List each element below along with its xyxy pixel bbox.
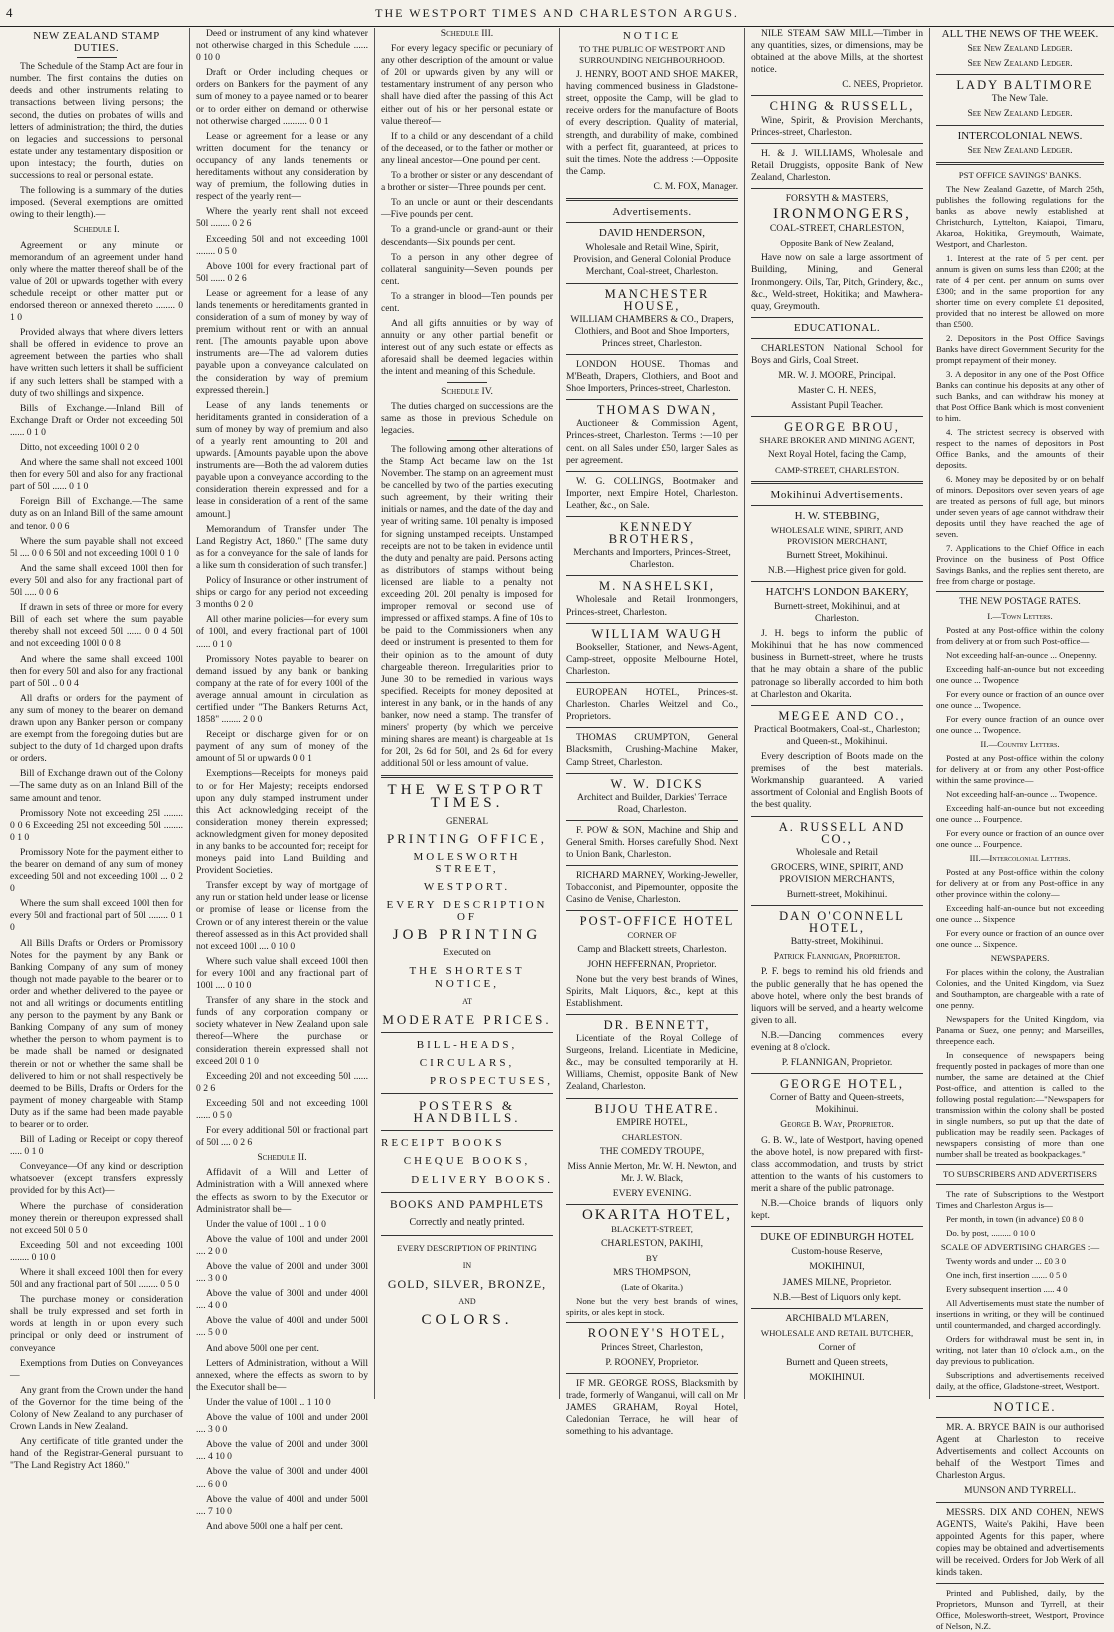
paragraph: Draft or Order including cheques or orders on Bankers for the payment of any sum of money to a payee named or to bearer or to order either on demand or otherwise not otherwise charged .......... 0 0 1 xyxy=(196,67,368,127)
ad-text: Opposite Bank of New Zealand, xyxy=(780,238,894,249)
rate-row: Not exceeding half-an-ounce ... Twopence. xyxy=(946,788,1098,799)
job-ad-line: BILL-HEADS, xyxy=(416,1038,518,1051)
ad-title: BIJOU THEATRE. xyxy=(594,1101,720,1116)
paragraph: All Advertisements must state the number of insertions in writing, or they will be continued until countermanded, and charged accordingly. xyxy=(936,1297,1104,1330)
paragraph: And where the same shall exceed 100l then for every 50l and also for any fractional part of 50l .. 0 0 4 xyxy=(10,653,183,689)
ad-text: Camp and Blackett streets, Charleston. xyxy=(577,943,727,955)
job-ad-line: THE SHORTEST NOTICE, xyxy=(409,965,525,990)
job-printing-ad xyxy=(381,782,553,1329)
ad-text: MR. W. J. MOORE, Principal. xyxy=(778,370,896,382)
paragraph: And above 500l one per cent. xyxy=(206,1342,319,1354)
paragraph: The rate of Subscriptions to the Westport Times and Charleston Argus is— xyxy=(936,1188,1104,1210)
job-ad-line: RECEIPT BOOKS xyxy=(381,1137,505,1150)
ad-signature: C. NEES, Proprietor. xyxy=(842,79,923,91)
ad-text: N.B.—Best of Liquors only kept. xyxy=(772,1291,902,1303)
ad-text: CHARLESTON. xyxy=(621,1131,683,1142)
ad-title: LADY BALTIMORE xyxy=(956,78,1094,93)
notice-title: NOTICE xyxy=(622,30,682,42)
table-row: Under the value of 100l .. 1 0 0 xyxy=(206,1218,326,1230)
page-header xyxy=(0,0,1114,27)
job-ad-line: Executed on xyxy=(443,947,491,959)
paragraph: The following among other alterations of the Stamp Act became law on the 1st November. The stamp on an agreement must be cancelled by two of the parties executing such agreement, by their writing their initials or names, and the date of the day and year of writing same. 10l penalty is imposed for signing unstamped receipts. Unstamped receipts are not to be taken in evidence until the duty and penalty are paid. Persons acting as distributors of stamps without being licensed are liable to a penalty not exceeding 20l. 20l penalty is imposed for improper removal or second use of impressed or affixed stamps. A fine of 10s to be paid to the Commissioners when any deed or instrument is presented to them for their opinion as to the amount of duty chargeable thereon. Irregularities prior to June 30 to be remedied in various ways specified. Receipts for money deposited at interest in any bank, or in the hands of any banker, now need a stamp. The transfer of miners' property (by which we perceive mining shares are meant) is chargeable at 1s for 20l, 2s 6d for 50l, and 2s 6d for every additional 50l or less amount of value. xyxy=(381,443,553,770)
paragraph: For places within the colony, the Australian Colonies, and the United Kingdom, via Suez and Southampton, are chargeable with a rate of one penny. xyxy=(936,966,1104,1010)
job-ad-line: CHEQUE BOOKS, xyxy=(403,1155,531,1168)
paragraph: Provided always that where divers letters shall be offered in evidence to prove an agreement between the parties who shall have written such letters it shall be sufficient if any such letters shall be stamped with a duty of two shillings and sixpence. xyxy=(10,327,183,399)
paragraph: Bills of Exchange.—Inland Bill of Exchange Draft or Order not exceeding 50l ...... 0 1 0 xyxy=(10,402,183,438)
ad-text: N.B.—Dancing commences every evening at 8 o'clock. xyxy=(751,1029,923,1053)
job-ad-title: THE WESTPORT TIMES. xyxy=(387,782,547,811)
stamp-duties-title: NEW ZEALAND STAMP DUTIES. xyxy=(33,30,160,55)
column-stamp-duties xyxy=(4,28,190,1472)
paragraph: Where the sum payable shall not exceed 5l .... 0 0 6 50l and not exceeding 100l 0 1 0 xyxy=(10,535,183,559)
paragraph: To a brother or sister or any descendant of a brother or sister—Three pounds per cent. xyxy=(381,170,553,194)
ad-text: George B. Way, Proprietor. xyxy=(780,1119,894,1131)
table-row: Above the value of 300l and under 400l .... 4 0 0 xyxy=(196,1288,368,1312)
paragraph: The New Zealand Gazette, of March 25th, publishes the following regulations for the banks as above newly established at Christchurch, Lyttelton, Kaiapoi, Timaru, Akaroa, Hokitika, Greymouth, Waimate, Westport, and Charleston. xyxy=(936,183,1104,249)
ad-text: Batty-street, Mokihinui. xyxy=(790,936,884,948)
paragraph: Policy of Insurance or other instrument of ships or cargo for any period not exceeding 3 months 0 2 0 xyxy=(196,575,368,611)
ad-text: (Late of Okarita.) xyxy=(621,1282,683,1293)
ad-text: W. G. COLLINGS, Bootmaker and Importer, next Empire Hotel, Charleston. Leather, &c., on Sale. xyxy=(566,475,738,511)
ad-title: DUKE OF EDINBURGH HOTEL xyxy=(760,1231,914,1244)
ad-text: SHARE BROKER AND MINING AGENT, xyxy=(759,435,915,446)
ad-text: P. F. begs to remind his old friends and the public generally that he has opened the above hotel, where only the best brands of liquors will be served, and a hearty welcome given to all. xyxy=(751,966,923,1026)
ad-text: J. HENRY, BOOT AND SHOE MAKER, having commenced business in Gladstone-street, opposite the Camp, will be glad to receive orders for the manufacture of Boots of every description. Quality of material, strength, and durability of make, combined with a perfect fit, guaranteed, at prices to suit the times. Note the address :—Opposite the Camp. xyxy=(566,69,738,177)
job-ad-line: AT xyxy=(462,996,472,1006)
page-number: 4 xyxy=(6,5,13,20)
column-notices xyxy=(930,28,1110,1632)
paragraph: Lease or agreement for a lease or any written document for the tenancy or occupancy of any lands tenements or hereditaments without any consideration by way of premium, the following duties in respect of the yearly rent— xyxy=(196,130,368,203)
paragraph: If drawn in sets of three or more for every Bill of each set where the sum payable thereby shall not exceed 50l ...... 0 0 4 50l and not exceeding 100l 0 0 8 xyxy=(10,602,183,650)
ad-text: Bookseller, Stationer, and News-Agent, Camp-street, opposite Melbourne Hotel, Charleston. xyxy=(566,641,738,677)
rate-row: Every subsequent insertion ..... 4 0 xyxy=(946,1283,1068,1294)
ad-text: P. ROONEY, Proprietor. xyxy=(605,1356,699,1368)
ad-title: ALL THE NEWS OF THE WEEK. xyxy=(941,28,1099,40)
masthead: THE WESTPORT TIMES AND CHARLESTON ARGUS. xyxy=(375,6,739,20)
ad-title: HATCH'S LONDON BAKERY, xyxy=(765,585,909,598)
paragraph: And above 500l one a half per cent. xyxy=(206,1520,343,1532)
ad-text: Auctioneer & Commission Agent, Princes-street, Charleston. Terms :—10 per cent. on all Sales under £50, larger Sales as per agreement. xyxy=(566,418,738,466)
job-ad-line: AND xyxy=(458,1297,476,1307)
schedule-heading: Schedule II. xyxy=(257,1152,307,1164)
paragraph: Where the yearly rent shall not exceed 50l ........ 0 2 6 xyxy=(196,206,368,230)
rate-row: Exceeding half-an-ounce but not exceeding one ounce ... Fourpence. xyxy=(936,802,1104,824)
paragraph: And all gifts annuities or by way of annuity or any other partial benefit or interest out of any such estate or effects as aforesaid shall be deemed legacies within the intent and meaning of this Schedule. xyxy=(381,318,553,378)
educational-heading: EDUCATIONAL. xyxy=(793,321,881,334)
newspaper-columns xyxy=(4,28,1110,1632)
ad-text: N.B.—Choice brands of liquors only kept. xyxy=(751,1198,923,1222)
ad-text: NILE STEAM SAW MILL—Timber in any quantities, sizes, or dimensions, may be obtained at the above Mills, at the shortest notice. xyxy=(751,28,923,76)
paragraph: Where it shall exceed 100l then for every 50l and any fractional part of 50l ........ 0 5 0 xyxy=(10,1267,183,1291)
ad-text: Princes Street, Charleston, xyxy=(601,1341,703,1353)
job-ad-line: GENERAL xyxy=(446,815,488,826)
job-ad-line: EVERY DESCRIPTION OF PRINTING xyxy=(397,1242,537,1253)
ad-title: WILLIAM WAUGH xyxy=(591,626,723,641)
paragraph: Orders for withdrawal must be sent in, in writing, not later than 10 o'clock a.m., on the day previous to publication. xyxy=(936,1333,1104,1366)
ad-text: Burnett and Queen streets, xyxy=(786,1356,888,1368)
paragraph: Bill of Exchange drawn out of the Colony—The same duty as on an Inland Bill of the same amount and tenor. xyxy=(10,768,183,804)
paragraph: Conveyance—Of any kind or description whatsoever (except transfers expressly provided for by this Act)— xyxy=(10,1161,183,1197)
ad-title: THOMAS DWAN, xyxy=(596,403,718,418)
ad-text: See New Zealand Ledger. xyxy=(967,43,1073,55)
column-advertisements xyxy=(560,28,745,1438)
job-ad-line: BOOKS AND PAMPHLETS xyxy=(389,1198,545,1211)
paragraph: Exemptions—Receipts for moneys paid to or for Her Majesty; receipts endorsed upon any duly stamped instrument under this Act acknowledging receipt of the consideration money therein expressed; acknowledgment given for money deposited in any banks to be accounted for; receipt for moneys paid into Land Building and Provident Societies. xyxy=(196,768,368,877)
ad-text: Corner of xyxy=(818,1341,856,1353)
paragraph: To an uncle or aunt or their descendants—Five pounds per cent. xyxy=(381,197,553,221)
ad-text: Master C. H. NEES, xyxy=(797,385,877,397)
ad-text: COAL-STREET, CHARLESTON, xyxy=(769,223,905,235)
job-ad-line: GOLD, SILVER, BRONZE, xyxy=(387,1276,547,1291)
ad-text: RICHARD MARNEY, Working-Jeweller, Tobacconist, and Pipemounter, opposite the Casino de Venise, Charleston. xyxy=(566,870,738,906)
paragraph: All Bills Drafts or Orders or Promissory Notes for the payment by any Bank or Banking Company of any sum of money though not made payable to the bearer or to order and whether delivered to the payee or not and all writings or documents entitling any person to the payment by any Bank or Banking Company of any sum of money whether the person to whom payment is to be made shall be named or designated therein or not or whether the same shall be delivered to him or not shall respectively be deemed to be Bills, Drafts or Orders for the payment of money chargeable with Stamp Duty as if the same had been made payable to bearer or to order. xyxy=(10,937,183,1130)
paragraph: Subscriptions and advertisements received daily, at the office, Gladstone-street, Westport. xyxy=(936,1369,1104,1391)
paragraph: Exceeding 50l and not exceeding 100l ........ 0 10 0 xyxy=(10,1239,183,1263)
ad-text: EUROPEAN HOTEL, Princes-st. Charleston. Charles Weitzel and Co., Proprietors. xyxy=(566,687,738,723)
ad-text: BY xyxy=(645,1253,659,1264)
imprint: Printed and Published, daily, by the Proprietors, Munson and Tyrrell, at their Office, Molesworth-street, Westport, Province of Nelson, N.Z. xyxy=(936,1588,1104,1632)
paragraph: 7. Applications to the Chief Office in each Province on the business of Post Office Savings Banks, and the replies sent thereto, are free from charge or postage. xyxy=(936,542,1104,586)
paragraph: Agreement or any minute or memorandum of an agreement under hand only where the matter thereof shall be of the value of 20l or upwards together with every schedule receipt or other matter put or endorsed thereon or annexed thereto ........ 0 1 0 xyxy=(10,239,183,324)
paragraph: Posted at any Post-office within the colony for delivery at or from any other Post-office within the same province— xyxy=(936,752,1104,785)
rate-row: For every ounce or fraction of an ounce over one ounce ... Sixpence. xyxy=(936,927,1104,949)
ad-text: MR. A. BRYCE BAIN is our authorised Agent at Charleston to receive Advertisements and collect Accounts on behalf of the Westport Times and Charleston Argus. xyxy=(936,1421,1104,1482)
table-row: Under the value of 100l .. 1 10 0 xyxy=(206,1396,331,1408)
paragraph: And the same shall exceed 100l then for every 50l and also for any fractional part of 50l ..... 0 0 6 xyxy=(10,562,183,599)
ad-text: IF MR. GEORGE ROSS, Blacksmith by trade, formerly of Wanganui, will call on Mr JAMES GRAHAM, Royal Hotel, Caledonian Terrace, he will hear of something to his advantage. xyxy=(566,1377,738,1438)
ad-text: Have now on sale a large assortment of Building, Mining, and General Ironmongery. Oils, Tar, Pitch, Grindery, &c., &c., Weld-street, Hokitika; and Mawhera-quay, Greymouth. xyxy=(751,252,923,312)
paragraph: 1. Interest at the rate of 5 per cent. per annum is given on sums less than £200; at the rate of 4 per cent. per annum on sums over £300; and in the same proportion for any shorter time on every complete £1 deposited, provided that no interest be allowed on more than £500. xyxy=(936,252,1104,329)
job-ad-line: Correctly and neatly printed. xyxy=(409,1216,525,1228)
ad-text: Patrick Flannigan, Proprietor. xyxy=(773,951,901,963)
paragraph: Transfer except by way of mortgage of any run or station held under lease or license or promise of lease or license from the Crown or of any interest therein or the value thereof assessed as in this Act provided shall not exceed 100l .... 0 10 0 xyxy=(196,880,368,952)
rate-row: Exceeding half-an-ounce but not exceeding one ounce ... Sixpence xyxy=(936,902,1104,924)
ad-text: JAMES MILNE, Proprietor. xyxy=(782,1276,892,1288)
ad-text: THE COMEDY TROUPE, xyxy=(599,1145,705,1157)
paragraph: Where the purchase of consideration money therein or thereupon expressed shall not exceed 50l 0 5 0 xyxy=(10,1200,183,1236)
ad-title: DAVID HENDERSON, xyxy=(598,227,706,240)
paragraph: Bill of Lading or Receipt or copy thereof ..... 0 1 0 xyxy=(10,1134,183,1158)
job-ad-line: JOB PRINTING xyxy=(392,927,542,944)
rate-row: Twenty words and under ... £0 3 0 xyxy=(946,1255,1067,1266)
paragraph: To a stranger in blood—Ten pounds per cent. xyxy=(381,290,553,314)
ad-text: CHARLESTON National School for Boys and Girls, Coal Street. xyxy=(751,342,923,366)
ad-text: Burnett-street, Mokihinui, and at Charleston. xyxy=(773,601,901,625)
ad-text: The New Tale. xyxy=(991,93,1049,105)
rate-row: For every ounce fraction of an ounce over one ounce ... Twopence. xyxy=(936,713,1104,735)
ad-title: MEGEE AND CO., xyxy=(778,708,906,723)
ad-text: EMPIRE HOTEL, xyxy=(616,1116,688,1128)
ad-title: OKARITA HOTEL, xyxy=(581,1207,733,1224)
ad-text: N.B.—Highest price given for gold. xyxy=(767,564,907,576)
ad-title: A. RUSSELL AND CO., xyxy=(778,819,906,846)
paragraph: Promissory Note for the payment either to the bearer on demand of any sum of money exceeding 50l and not exceeding 100l ... 0 2 0 xyxy=(10,846,183,895)
paragraph: Promissory Notes payable to bearer on demand issued by any bank or banking company at the rate of for every 100l of the average annual amount in circulation as certified under "The Bankers Returns Act, 1858" ........ 2 0 0 xyxy=(196,653,368,726)
subheading: I.—Town Letters. xyxy=(987,610,1053,621)
paragraph: Foreign Bill of Exchange.—The same duty as on an Inland Bill of the same amount and tenor. 0 0 6 xyxy=(10,496,183,532)
ad-text: Merchants and Importers, Princes-Street, Charleston. xyxy=(573,547,731,571)
advertisements-heading: Advertisements. xyxy=(612,206,692,219)
ad-title: KENNEDY BROTHERS, xyxy=(608,520,696,547)
job-ad-line: CIRCULARS, xyxy=(419,1056,515,1069)
ad-title: CHING & RUSSELL, xyxy=(769,99,915,114)
paragraph: Letters of Administration, without a Will annexed, where the effects as sworn to by the Executor shall be— xyxy=(196,1357,368,1393)
rate-row: One inch, first insertion ....... 0 5 0 xyxy=(946,1269,1067,1280)
ad-text: Corner of Batty and Queen-streets, Mokihinui. xyxy=(769,1092,904,1116)
paragraph: Posted at any Post-office within the colony for delivery at or from any Post-office in any other province within the colony— xyxy=(936,866,1104,899)
paragraph: Memorandum of Transfer under The Land Registry Act, 1860." [The same duty as for a conveyance for the sale of lands for a like sum th consideration of such transfer.] xyxy=(196,523,368,571)
ad-text: CORNER OF xyxy=(627,929,677,940)
paragraph: Affidavit of a Will and Letter of Administration with a Will annexed where the effects as sworn to by the Executor or Administrator shall be— xyxy=(196,1167,368,1215)
paragraph: 3. A depositor in any one of the Post Office Banks can continue his deposits at any other of such Banks, and can withdraw his money at that Post Office Bank which is most convenient to him. xyxy=(936,368,1104,423)
table-row: Above the value of 300l and under 400l .... 6 0 0 xyxy=(196,1466,368,1490)
ad-signature: C. M. FOX, Manager. xyxy=(653,180,738,192)
ad-text: Wholesale and Retail Wine, Spirit, Provision, and General Colonial Produce Merchant, Coal-street, Charleston. xyxy=(573,242,731,278)
ad-text: WHOLESALE WINE, SPIRIT, AND PROVISION MERCHANT, xyxy=(770,524,904,546)
paragraph: Exemptions from Duties on Conveyances— xyxy=(10,1357,183,1381)
table-row: Above the value of 100l and under 200l .... 3 0 0 xyxy=(196,1412,368,1436)
ad-title: H. W. STEBBING, xyxy=(794,509,880,522)
job-ad-line: PRINTING OFFICE, xyxy=(387,830,547,846)
ad-text: THOMAS CRUMPTON, General Blacksmith, Crushing-Machine Maker, Camp Street, Charleston. xyxy=(566,732,738,768)
paragraph: Posted at any Post-office within the colony from delivery at or from such Post-office— xyxy=(936,624,1104,646)
ad-text: Wholesale and Retail xyxy=(795,846,879,858)
section-heading: TO SUBSCRIBERS AND ADVERTISERS xyxy=(942,1168,1098,1179)
section-heading: THE NEW POSTAGE RATES. xyxy=(959,595,1081,607)
ad-title: INTERCOLONIAL NEWS. xyxy=(957,129,1083,142)
ad-text: GROCERS, WINE, SPIRIT, AND PROVISION MERCHANTS, xyxy=(770,861,904,885)
job-ad-line: COLORS. xyxy=(421,1312,513,1329)
section-heading: PST OFFICE SAVINGS' BANKS. xyxy=(958,169,1082,180)
ad-title: MANCHESTER HOUSE, xyxy=(604,286,710,313)
ad-text: Assistant Pupil Teacher. xyxy=(790,400,884,412)
rate-row: For every ounce or fraction of an ounce over one ounce ... Fourpence. xyxy=(936,827,1104,849)
subheading: SCALE OF ADVERTISING CHARGES :— xyxy=(940,1241,1100,1252)
ad-text: J. H. begs to inform the public of Mokihinui that he has now commenced business in Burnett-street, where he trusts that he may obtain a share of the public patronage so liberally accorded to him both at Charleston and Okarita. xyxy=(751,628,923,700)
paragraph: Any certificate of title granted under the hand of the Registrar-General pursuant to "The Land Registry Act 1860." xyxy=(10,1436,183,1472)
paragraph: Promissory Note not exceeding 25l ........ 0 0 6 Exceeding 25l not exceeding 50l ........ 0 1 0 xyxy=(10,807,183,843)
paragraph: All drafts or orders for the payment of any sum of money to the bearer on demand drawn upon any Banker person or company are exempt from the foregoing duties but are subject to the duty of 1d charged upon drafts or orders. xyxy=(10,692,183,765)
ad-text: P. FLANNIGAN, Proprietor. xyxy=(781,1057,893,1069)
ad-text: BLACKETT-STREET, xyxy=(611,1224,693,1235)
ad-text: Practical Bootmakers, Coal-st., Charleston; and Queen-st., Mokihinui. xyxy=(753,723,921,747)
mokihinui-heading: Mokihinui Advertisements. xyxy=(770,488,904,501)
ad-text: Wine, Spirit, & Provision Merchants, Princes-street, Charleston. xyxy=(751,114,923,138)
job-ad-line: MOLESWORTH STREET, xyxy=(413,850,521,875)
paragraph: To a grand-uncle or grand-aunt or their descendants—Six pounds per cent. xyxy=(381,224,553,248)
table-row: Above the value of 100l and under 200l .... 2 0 0 xyxy=(196,1233,368,1257)
paragraph: Newspapers for the United Kingdom, via Panama or Suez, one penny; and Marseilles, threepence each. xyxy=(936,1013,1104,1046)
paragraph: Above 100l for every fractional part of 50l ...... 0 2 6 xyxy=(196,260,368,284)
paragraph: Any grant from the Crown under the hand of the Governor for the time being of the Colony of New Zealand to any purchaser of Crown Lands in New Zealand. xyxy=(10,1384,183,1433)
ad-text: Architect and Builder, Darkies' Terrace Road, Charleston. xyxy=(577,791,727,815)
ad-title: ROONEY'S HOTEL, xyxy=(587,1326,727,1341)
ad-title: GEORGE BROU, xyxy=(784,420,900,435)
ad-text: MESSRS. DIX AND COHEN, NEWS AGENTS, Waite's Pakihi, Have been appointed Agents for this paper, where copies may be obtained and advertisements will be received. Orders for Job Werk of all kinds taken. xyxy=(936,1506,1104,1578)
paragraph: 4. The strictest secrecy is observed with respect to the names of depositors in Post Office Banks, and the amounts of their deposits. xyxy=(936,426,1104,470)
ad-text: Custom-house Reserve, xyxy=(791,1246,883,1258)
job-ad-line: WESTPORT. xyxy=(423,881,511,893)
ad-title: W. W. DICKS xyxy=(610,776,704,791)
ad-text: CAMP-STREET, CHARLESTON. xyxy=(774,464,900,475)
job-ad-line: MODERATE PRICES. xyxy=(382,1011,552,1027)
table-row: Above the value of 200l and under 300l .... 3 0 0 xyxy=(196,1261,368,1285)
ad-text: EVERY EVENING. xyxy=(612,1188,692,1200)
column-schedules xyxy=(190,28,375,1532)
ad-text: Miss Annie Merton, Mr. W. H. Newton, and Mr. J. W. Black, xyxy=(567,1160,737,1184)
ad-text: MOKIHINUI, xyxy=(809,1261,865,1273)
paragraph: For every additional 50l or fractional part of 50l .... 0 2 6 xyxy=(196,1125,368,1149)
ad-title: POST-OFFICE HOTEL xyxy=(579,914,735,929)
rate-row: Exceeding half-an-ounce but not exceeding one ounce ... Twopence xyxy=(936,663,1104,685)
ad-title: M. NASHELSKI, xyxy=(599,579,715,594)
table-row: Above the value of 200l and under 300l .... 4 10 0 xyxy=(196,1439,368,1463)
ad-text: See New Zealand Ledger. xyxy=(967,58,1073,70)
ad-title: NOTICE. xyxy=(993,1399,1057,1414)
column-schedule-three xyxy=(375,28,560,1399)
ad-text: LONDON HOUSE. Thomas and M'Beath, Drapers, Clothiers, and Boot and Shoe Importers, Princes-street, Charleston. xyxy=(566,358,738,395)
ad-text: Burnett Street, Mokihinui. xyxy=(786,549,888,561)
rate-row: Not exceeding half-an-ounce ... Onepenny. xyxy=(946,649,1097,660)
paragraph: Deed or instrument of any kind whatever not otherwise charged in this Schedule ...... 0 10 0 xyxy=(196,28,368,64)
rate-row: Per month, in town (in advance) £0 8 0 xyxy=(946,1213,1084,1224)
paragraph: To a person in any other degree of collateral sanguinity—Seven pounds per cent. xyxy=(381,251,553,287)
paragraph: The following is a summary of the duties imposed. (Several exemptions are omitted owing to their length).— xyxy=(10,185,183,221)
ad-title: IRONMONGERS, xyxy=(773,206,911,223)
schedule-heading: Schedule III. xyxy=(440,28,494,39)
paragraph: Receipt or discharge given for or on payment of any sum of money of the amount of 5l or upwards 0 0 1 xyxy=(196,729,368,765)
paragraph: And where the same shall not exceed 100l then for every 50l and also for any fractional part of 50l ...... 0 1 0 xyxy=(10,457,183,493)
ad-text: Next Royal Hotel, facing the Camp, xyxy=(767,449,907,461)
subheading: III.—Intercolonial Letters. xyxy=(969,852,1071,863)
ad-text: Licentiate of the Royal College of Surgeons, Ireland. Licentiate in Medicine, &c., may be consulted temporarily at H. Williams, Chemist, opposite Bank of New Zealand, Charleston. xyxy=(566,1033,738,1093)
paragraph: 2. Depositors in the Post Office Savings Banks have direct Government Security for the prompt repayment of their money. xyxy=(936,332,1104,365)
paragraph: The duties charged on successions are the same as those in previous Schedule on legacies. xyxy=(381,400,553,436)
paragraph: Lease or agreement for a lease of any lands tenements or hereditaments granted in consideration of a sum of money by way of premium without rent or with an annual rent. [The amounts payable upon above instruments are—The ad valorem duties payable upon a conveyance calculated on the consideration by way of premium expressed therein.] xyxy=(196,287,368,396)
ad-title: DR. BENNETT, xyxy=(603,1018,711,1032)
rate-row: Do. by post, ......... 0 10 0 xyxy=(946,1227,1036,1238)
ad-text: None but the very best brands of Wines, Spirits, Malt Liquors, &c., kept at this Establishment. xyxy=(566,973,738,1009)
paragraph: The Schedule of the Stamp Act are four in number. The first contains the duties on deeds and other instruments relating to transactions between living persons; the second, the duties on probates of wills and letters of administration; the third, the duties on legacies and successions to personal estate under any testamentary disposition or upon intestacy; the fourth, duties on successions to real or personal estate. xyxy=(10,61,183,182)
paragraph: Where such value shall exceed 100l then for every 100l and any fractional part of 100l .... 0 10 0 xyxy=(196,955,368,992)
subheading: NEWSPAPERS. xyxy=(990,952,1050,963)
paragraph: Exceeding 20l and not exceeding 50l ...... 0 2 6 xyxy=(196,1070,368,1094)
ad-text: Every description of Boots made on the premises of the best materials. Workmanship guaranteed. A varied assortment of Colonial and English Boots of the best quality. xyxy=(751,751,923,811)
rate-row: For every ounce or fraction of an ounce over one ounce ... Twopence. xyxy=(936,688,1104,710)
job-ad-line: DELIVERY BOOKS. xyxy=(411,1173,553,1186)
subheading: II.—Country Letters. xyxy=(980,738,1060,749)
notice-sub: TO THE PUBLIC OF WESTPORT AND SURROUNDING NEIGHBOURHOOD. xyxy=(578,44,726,66)
job-ad-line: EVERY DESCRIPTION OF xyxy=(386,899,548,924)
ad-title: ARCHIBALD M'LAREN, xyxy=(785,1312,889,1324)
job-ad-line: IN xyxy=(462,1260,472,1270)
paragraph: Ditto, not exceeding 100l 0 2 0 xyxy=(20,442,140,453)
ad-title: FORSYTH & MASTERS, xyxy=(785,193,889,205)
paragraph: 6. Money may be deposited by or on behalf of minors. Depositors over seven years of age are treated as persons of full age, but minors under seven years of age cannot withdraw their deposits until they have reached the age of seven. xyxy=(936,473,1104,539)
schedule-heading: Schedule IV. xyxy=(441,385,493,397)
paragraph: In consequence of newspapers being frequently posted in packages of more than one number, the same are detained at the Chief Post-office, and attention is called to the following postal regulation:—"Newspapers for transmission within the colony shall be posted in single numbers, so put up that the date of publication may be readily seen. Packages of newspapers consisting of more than one number shall be treated as bookpackages." xyxy=(936,1049,1104,1159)
paragraph: For every legacy specific or pecuniary of any other description of the amount or value of 20l or upwards given by any will or testamentary instrument of any person who shall have died after the passing of this Act either out of his or her personal estate or value thereof— xyxy=(381,43,553,127)
job-ad-line: PROSPECTUSES, xyxy=(429,1075,553,1088)
ad-text: JOHN HEFFERNAN, Proprietor. xyxy=(587,958,717,970)
ad-title: DAN O'CONNELL HOTEL, xyxy=(779,909,905,936)
paragraph: Transfer of any share in the stock and funds of any corporation company or society whatever in New Zealand upon sale thereof—Where the purchase or consideration therein expressed shall not exceed 20l 0 1 0 xyxy=(196,995,368,1067)
paragraph: Exceeding 50l and not exceeding 100l ........ 0 5 0 xyxy=(196,233,368,257)
ad-text: MRS THOMPSON, xyxy=(613,1267,691,1279)
paragraph: Lease of any lands tenements or heriditaments granted in consideration of a sum of money by way of premium and also of a yearly rent amounting to 20l and upwards. [Amounts payable upon the above instruments are—Both the ad valorem duties payable upon a conveyance according to the consideration therein expressed and for a lease in consideration of a rent of the same amount.] xyxy=(196,399,368,520)
ad-text: WILLIAM CHAMBERS & CO., Drapers, Clothiers, and Boot and Shoe Importers, Princes street, Charleston. xyxy=(570,313,734,349)
ad-title: GEORGE HOTEL, xyxy=(780,1077,904,1092)
paragraph: Exceeding 50l and not exceeding 100l ...... 0 5 0 xyxy=(196,1097,368,1121)
ad-text: See New Zealand Ledger. xyxy=(967,144,1073,156)
ad-text: Wholesale and Retail Ironmongers, Princes-street, Charleston. xyxy=(566,594,738,618)
ad-text: None but the very best brands of wines, spirits, or ales kept in stock. xyxy=(566,1296,738,1318)
table-row: Above the value of 400l and under 500l .... 7 10 0 xyxy=(196,1493,368,1517)
schedule-heading: Schedule I. xyxy=(73,224,120,236)
job-ad-line: POSTERS & HANDBILLS. xyxy=(413,1098,521,1126)
ad-text: See New Zealand Ledger. xyxy=(967,108,1073,120)
ad-text: CHARLESTON, PAKIHI, xyxy=(600,1238,704,1250)
ad-text: G. B. W., late of Westport, having opened the above hotel, is now prepared with first-class accommodation, and trusts by strict attention to the wants of his customers to merit a share of the public patronage. xyxy=(751,1134,923,1194)
ad-text: WHOLESALE AND RETAIL BUTCHER, xyxy=(760,1327,914,1338)
paragraph: Where the sum shall exceed 100l then for every 50l and fractional part of 50l ........ 0 1 0 xyxy=(10,898,183,934)
column-business-ads xyxy=(745,28,930,1399)
ad-text: MOKIHINUI. xyxy=(809,1371,865,1383)
ad-text: F. POW & SON, Machine and Ship and General Smith. Horses carefully Shod. Next to Union Bank, Charleston. xyxy=(566,824,738,861)
paragraph: If to a child or any descendant of a child of the deceased, or to the father or mother or any lineal ancestor—One pound per cent. xyxy=(381,130,553,166)
paragraph: The purchase money or consideration shall be truly expressed and set forth in words at length in or upon every such principal or only deed or instrument of conveyance xyxy=(10,1294,183,1354)
paragraph: All other marine policies—for every sum of 100l, and every fractional part of 100l ...... 0 1 0 xyxy=(196,614,368,650)
table-row: Above the value of 400l and under 500l .... 5 0 0 xyxy=(196,1315,368,1339)
ad-text: H. & J. WILLIAMS, Wholesale and Retail Druggists, opposite Bank of New Zealand, Charleston. xyxy=(751,147,923,183)
ad-signature: MUNSON AND TYRRELL. xyxy=(963,1485,1077,1497)
ad-text: Burnett-street, Mokihinui. xyxy=(786,888,888,900)
